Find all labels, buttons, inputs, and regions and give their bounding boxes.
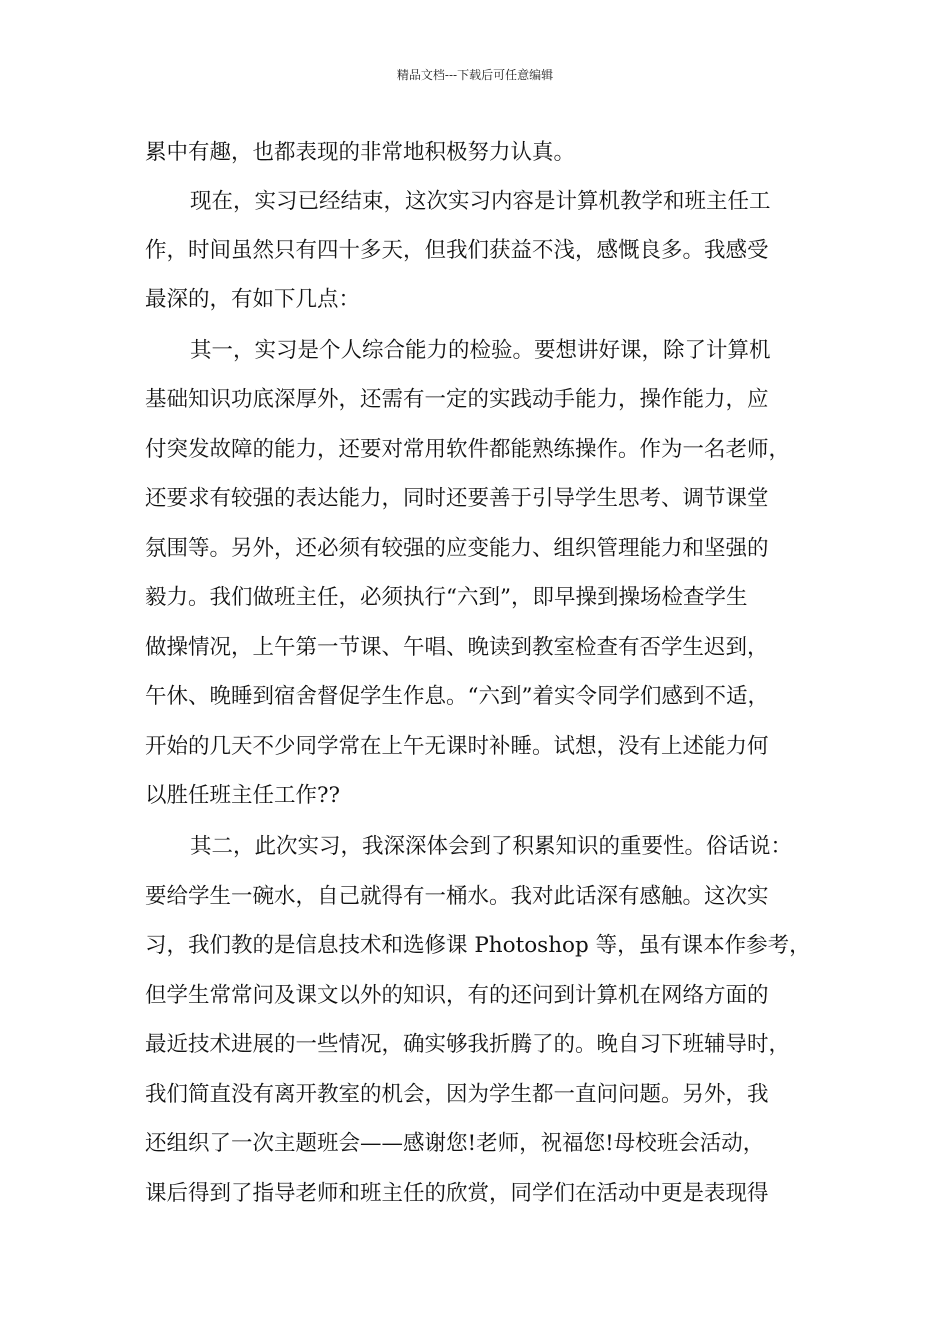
text-line: 最深的，有如下几点： — [145, 287, 361, 312]
text-line: 作，时间虽然只有四十多天，但我们获益不浅，感慨良多。我感受 — [145, 238, 769, 263]
text-line: 其二，此次实习，我深深体会到了积累知识的重要性。俗话说： — [190, 834, 793, 859]
text-line: 做操情况，上午第一节课、午唱、晚读到教室检查有否学生迟到， — [145, 635, 769, 660]
text-line: 累中有趣，也都表现的非常地积极努力认真。 — [145, 140, 576, 165]
page-header: 精品文档---下载后可任意编辑 — [396, 68, 554, 82]
text-line: 氛围等。另外，还必须有较强的应变能力、组织管理能力和坚强的 — [145, 536, 769, 561]
text-line: 还要求有较强的表达能力，同时还要善于引导学生思考、调节课堂 — [145, 486, 769, 511]
text-line: 开始的几天不少同学常在上午无课时补睡。试想，没有上述能力何 — [145, 734, 769, 759]
text-line: 以胜任班主任工作?? — [145, 783, 341, 808]
text-line: 还组织了一次主题班会——感谢您!老师，祝福您!母校班会活动， — [145, 1131, 765, 1156]
text-line: 付突发故障的能力，还要对常用软件都能熟练操作。作为一名老师， — [145, 437, 791, 462]
text-line: 基础知识功底深厚外，还需有一定的实践动手能力，操作能力，应 — [145, 387, 769, 412]
text-line: 毅力。我们做班主任，必须执行“六到”，即早操到操场检查学生 — [145, 585, 748, 610]
text-line: 现在，实习已经结束，这次实习内容是计算机教学和班主任工 — [190, 189, 771, 214]
text-line: 最近技术进展的一些情况，确实够我折腾了的。晚自习下班辅导时， — [145, 1032, 791, 1057]
text-line: 午休、晚睡到宿舍督促学生作息。“六到”着实令同学们感到不适， — [145, 684, 769, 709]
text-line: 我们简直没有离开教室的机会，因为学生都一直问问题。另外，我 — [145, 1082, 769, 1107]
text-line: 习，我们教的是信息技术和选修课 Photoshop 等，虽有课本作参考， — [145, 933, 811, 958]
text-line: 课后得到了指导老师和班主任的欣赏，同学们在活动中更是表现得 — [145, 1181, 769, 1206]
text-line: 但学生常常问及课文以外的知识，有的还问到计算机在网络方面的 — [145, 983, 769, 1008]
text-line: 其一，实习是个人综合能力的检验。要想讲好课，除了计算机 — [190, 338, 771, 363]
text-line: 要给学生一碗水，自己就得有一桶水。我对此话深有感触。这次实 — [145, 884, 769, 909]
